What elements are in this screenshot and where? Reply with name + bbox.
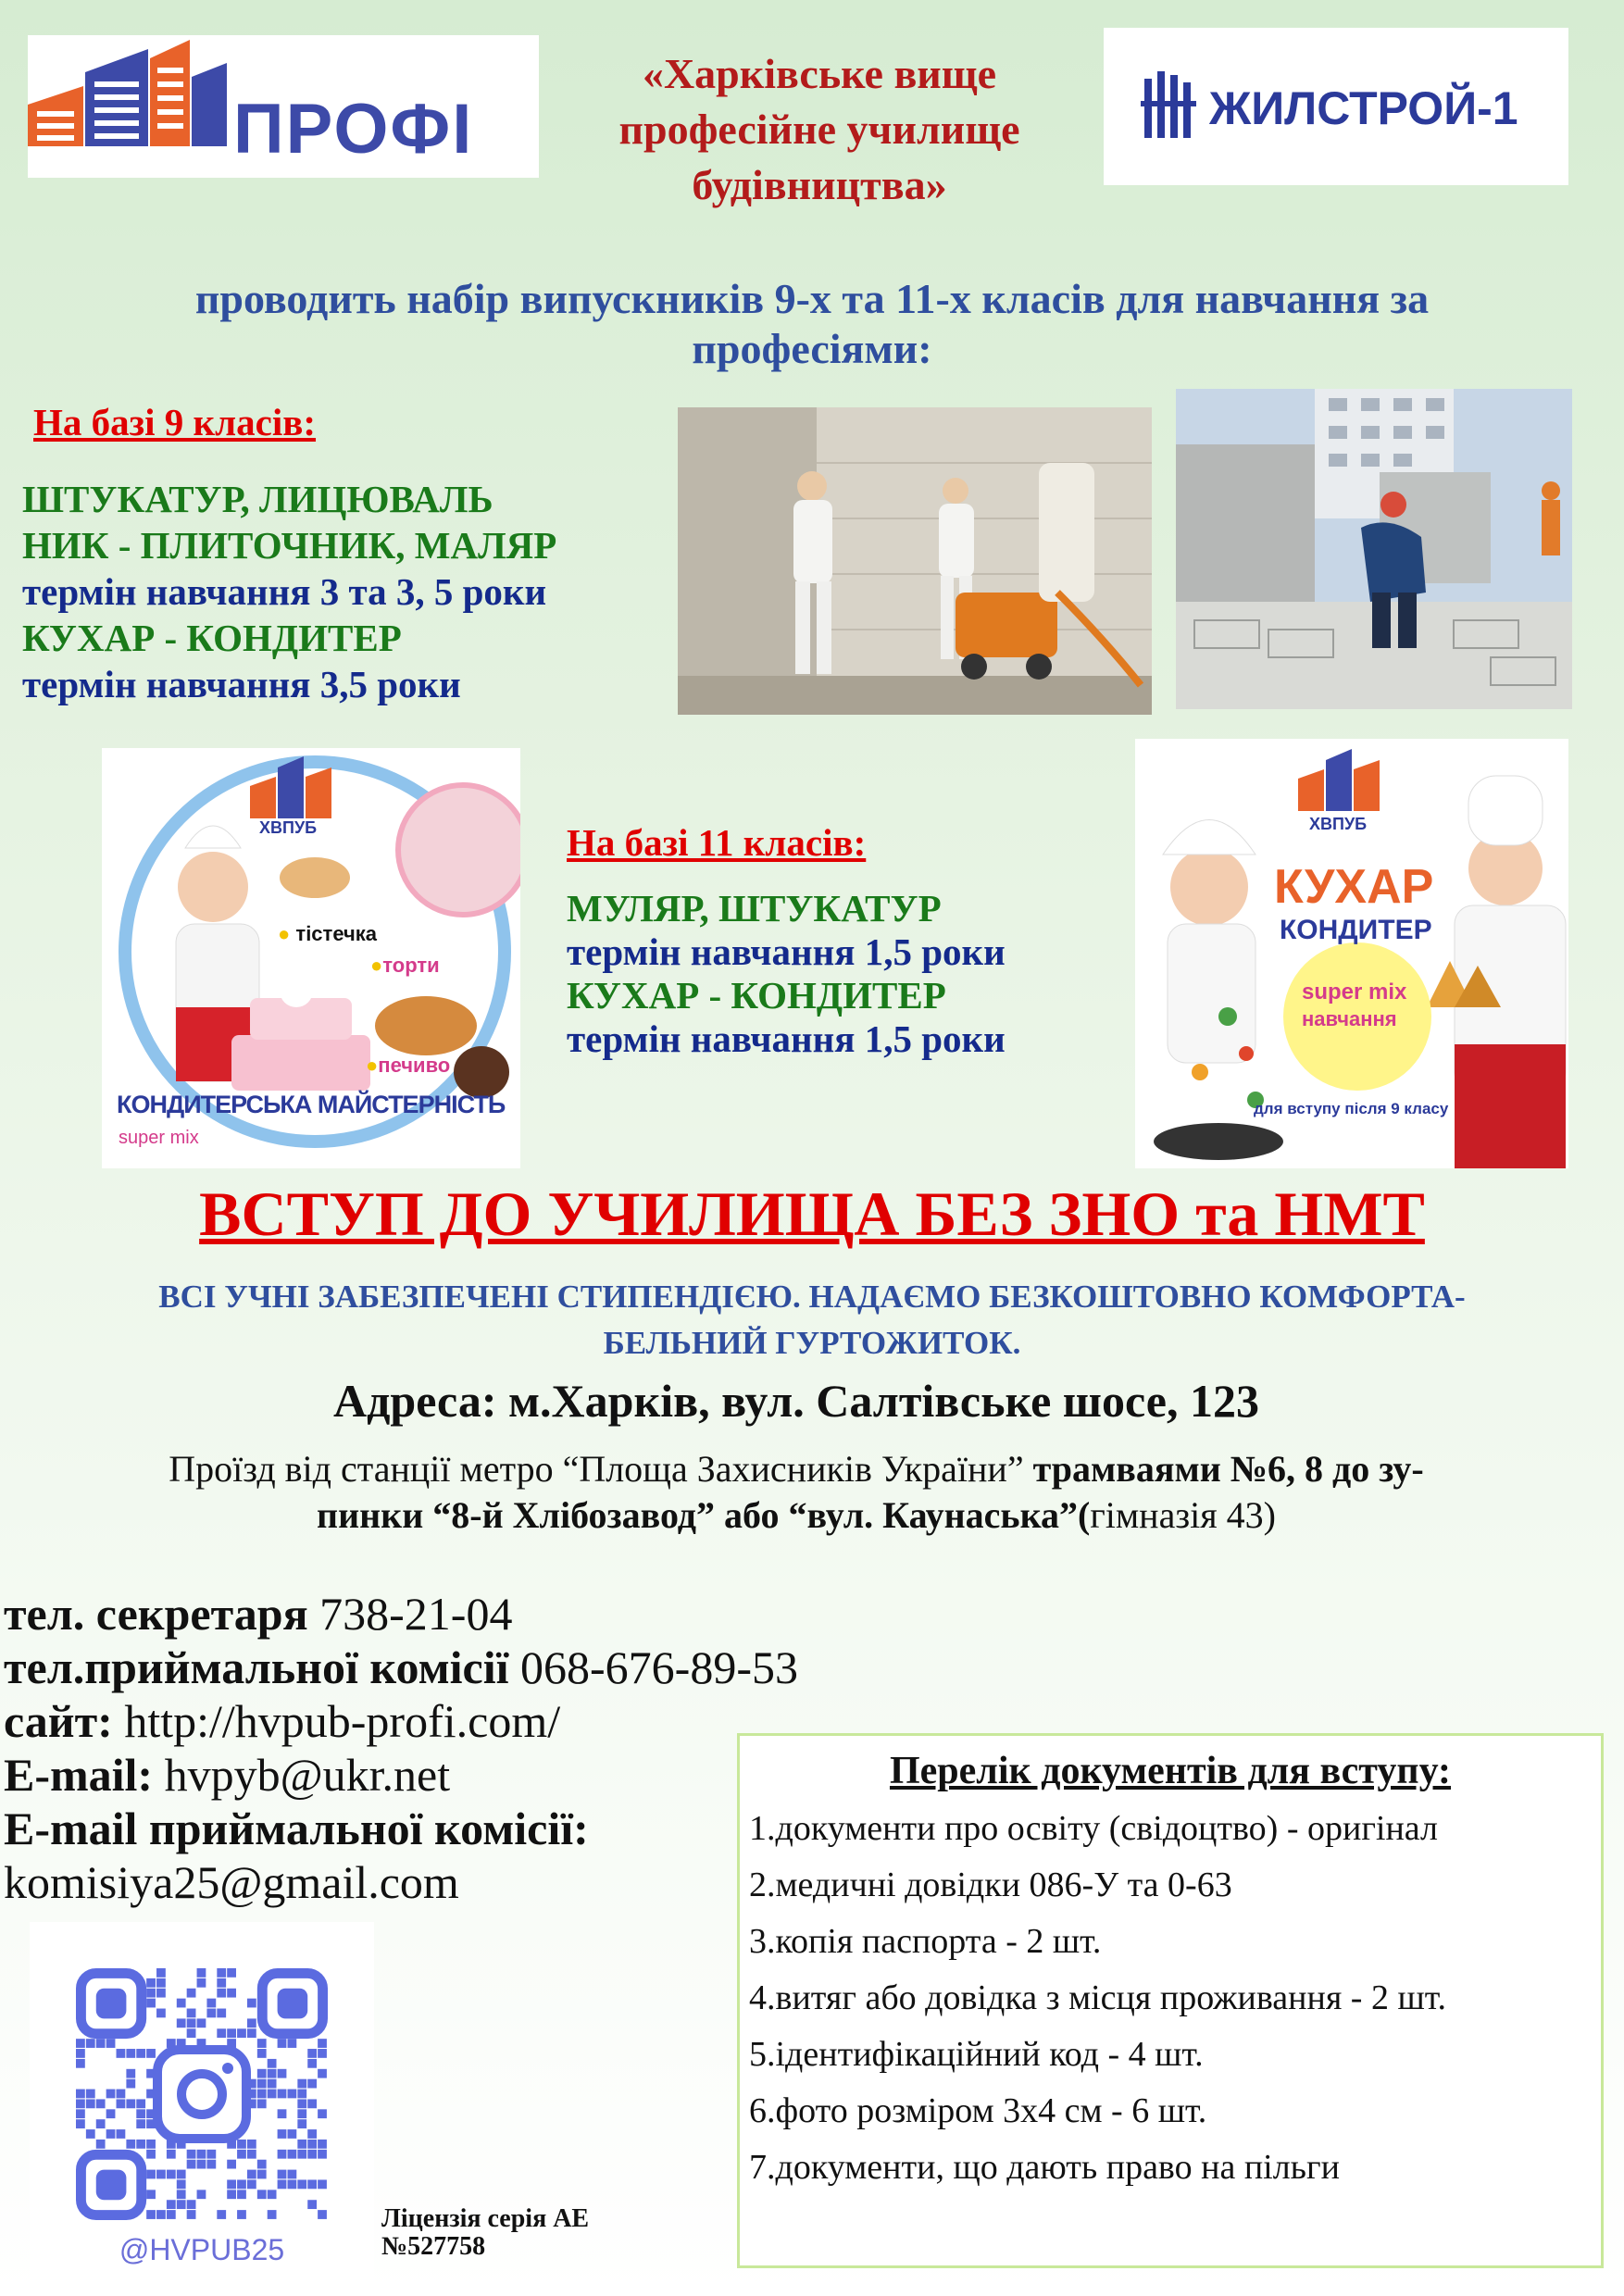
document-item: 4.витяг або довідка з місця проживання - 2 шт.	[749, 1978, 1446, 2017]
hvpub-brand: ХВПУБ	[1309, 815, 1368, 833]
committee-phone: тел.приймальної комісії 068-676-89-53	[4, 1641, 798, 1693]
super-mix-label: super mix	[1302, 980, 1407, 1004]
construction-site-photo	[1176, 389, 1572, 709]
committee-email[interactable]: komisiya25@gmail.com	[4, 1856, 459, 1908]
profession-line: МУЛЯР, ШТУКАТУР	[567, 887, 942, 930]
document-item: 2.медичні довідки 086-У та 0-63	[749, 1866, 1232, 1904]
study-term-line: термін навчання 1,5 роки	[567, 930, 1006, 973]
intro-text	[37, 274, 1587, 374]
cakes-label: ● тістечка	[278, 922, 378, 945]
route-info	[0, 1446, 1593, 1539]
study-term-line: термін навчання 3 та 3, 5 роки	[22, 570, 547, 613]
documents-title: Перелік документів для вступу:	[889, 1750, 1452, 1792]
qr-pattern	[76, 1968, 328, 2220]
route-line: Проїзд від станції метро “Площа Захисників України” трамваями №6, 8 до зу-	[169, 1448, 1424, 1490]
profession-line: НИК - ПЛИТОЧНИК, МАЛЯР	[22, 524, 557, 567]
profession-line: ШТУКАТУР, ЛИЦЮВАЛЬ	[22, 478, 493, 520]
training-label: навчання	[1302, 1007, 1397, 1030]
title-line: будівництва»	[692, 161, 947, 208]
instagram-handle: @HVPUB25	[119, 2233, 285, 2266]
address: Адреса: м.Харків, вул. Салтівське шосе, 123	[333, 1375, 1259, 1427]
instagram-icon	[157, 2050, 246, 2139]
pastry-sub: super mix	[119, 1128, 199, 1148]
hvpub-building-icon	[1298, 746, 1381, 811]
secretary-phone: тел. секретаря 738-21-04	[4, 1588, 513, 1640]
base11-list	[567, 887, 1141, 1061]
profession-line: КУХАР - КОНДИТЕР	[567, 974, 946, 1017]
profi-logo	[28, 35, 539, 178]
document-item: 7.документи, що дають право на пільги	[749, 2148, 1340, 2187]
website: сайт: http://hvpub-profi.com/	[4, 1695, 561, 1747]
licence-line: №527758	[381, 2232, 486, 2261]
intro-line: професіями:	[692, 325, 932, 372]
zhilstroy-logo	[1104, 28, 1568, 185]
instagram-qr-code[interactable]	[30, 1922, 374, 2289]
cook-poster	[1135, 739, 1568, 1168]
college-title	[546, 46, 1093, 213]
profi-logo-text: ПРОФІ	[233, 90, 474, 168]
email-link[interactable]: hvpyb@ukr.net	[164, 1749, 451, 1801]
study-term-line: термін навчання 1,5 роки	[567, 1017, 1006, 1060]
plasterers-photo	[678, 407, 1152, 715]
hvpub-brand: ХВПУБ	[259, 818, 318, 837]
study-term-line: термін навчання 3,5 роки	[22, 663, 461, 705]
document-item: 6.фото розміром 3х4 см - 6 шт.	[749, 2091, 1207, 2130]
base9-heading: На базі 9 класів:	[33, 401, 317, 443]
profession-line: КУХАР - КОНДИТЕР	[22, 617, 402, 659]
title-line: професійне училище	[618, 106, 1020, 153]
website-link[interactable]: http://hvpub-profi.com/	[124, 1695, 561, 1747]
pastry-poster	[102, 748, 520, 1168]
scholarship-line: ВСІ УЧНІ ЗАБЕЗПЕЧЕНІ СТИПЕНДІЄЮ. НАДАЄМО БЕЗКОШТОВНО КОМФОРТА-	[158, 1279, 1466, 1315]
cook-poster-footer: для вступу після 9 класу	[1254, 1100, 1449, 1117]
pastry-caption: КОНДИТЕРСЬКА МАЙСТЕРНІСТЬ	[117, 1091, 506, 1118]
zhilstroy-logo-text: ЖИЛСТРОЙ-1	[1209, 82, 1518, 134]
base9-list	[22, 476, 689, 707]
document-item: 5.ідентифікаційний код - 4 шт.	[749, 2035, 1204, 2074]
hvpub-building-icon	[250, 754, 333, 818]
email: E-mail: hvpyb@ukr.net	[4, 1749, 451, 1801]
licence	[381, 2205, 589, 2261]
confectioner-title: КОНДИТЕР	[1280, 915, 1432, 945]
intro-line: проводить набір випускників 9-х та 11-х класів для навчання за	[194, 275, 1430, 322]
document-item: 3.копія паспорта - 2 шт.	[749, 1922, 1102, 1961]
title-line: «Харківське вище	[642, 50, 997, 97]
cook-title: КУХАР	[1274, 860, 1434, 914]
scholarship-line: БЕЛЬНИЙ ГУРТОЖИТОК.	[603, 1325, 1021, 1361]
scholarship-text	[37, 1274, 1587, 1366]
route-line: пинки “8-й Хлібозавод” або “вул. Каунаська”(гімназія 43)	[317, 1494, 1276, 1536]
documents-list	[749, 1801, 1601, 2196]
cookies-label: ●печиво	[366, 1054, 451, 1077]
document-item: 1.документи про освіту (свідоцтво) - оригінал	[749, 1809, 1438, 1848]
admission-banner: ВСТУП ДО УЧИЛИЩА БЕЗ ЗНО та НМТ	[199, 1179, 1425, 1249]
licence-line: Ліцензія серія АЕ	[381, 2204, 590, 2233]
base11-heading: На базі 11 класів:	[567, 821, 867, 864]
committee-email-label: E-mail приймальної комісії:	[4, 1803, 589, 1854]
torte-label: ●торти	[370, 954, 440, 977]
documents-box	[737, 1733, 1604, 2268]
zhilstroy-emblem-icon	[1141, 69, 1198, 142]
